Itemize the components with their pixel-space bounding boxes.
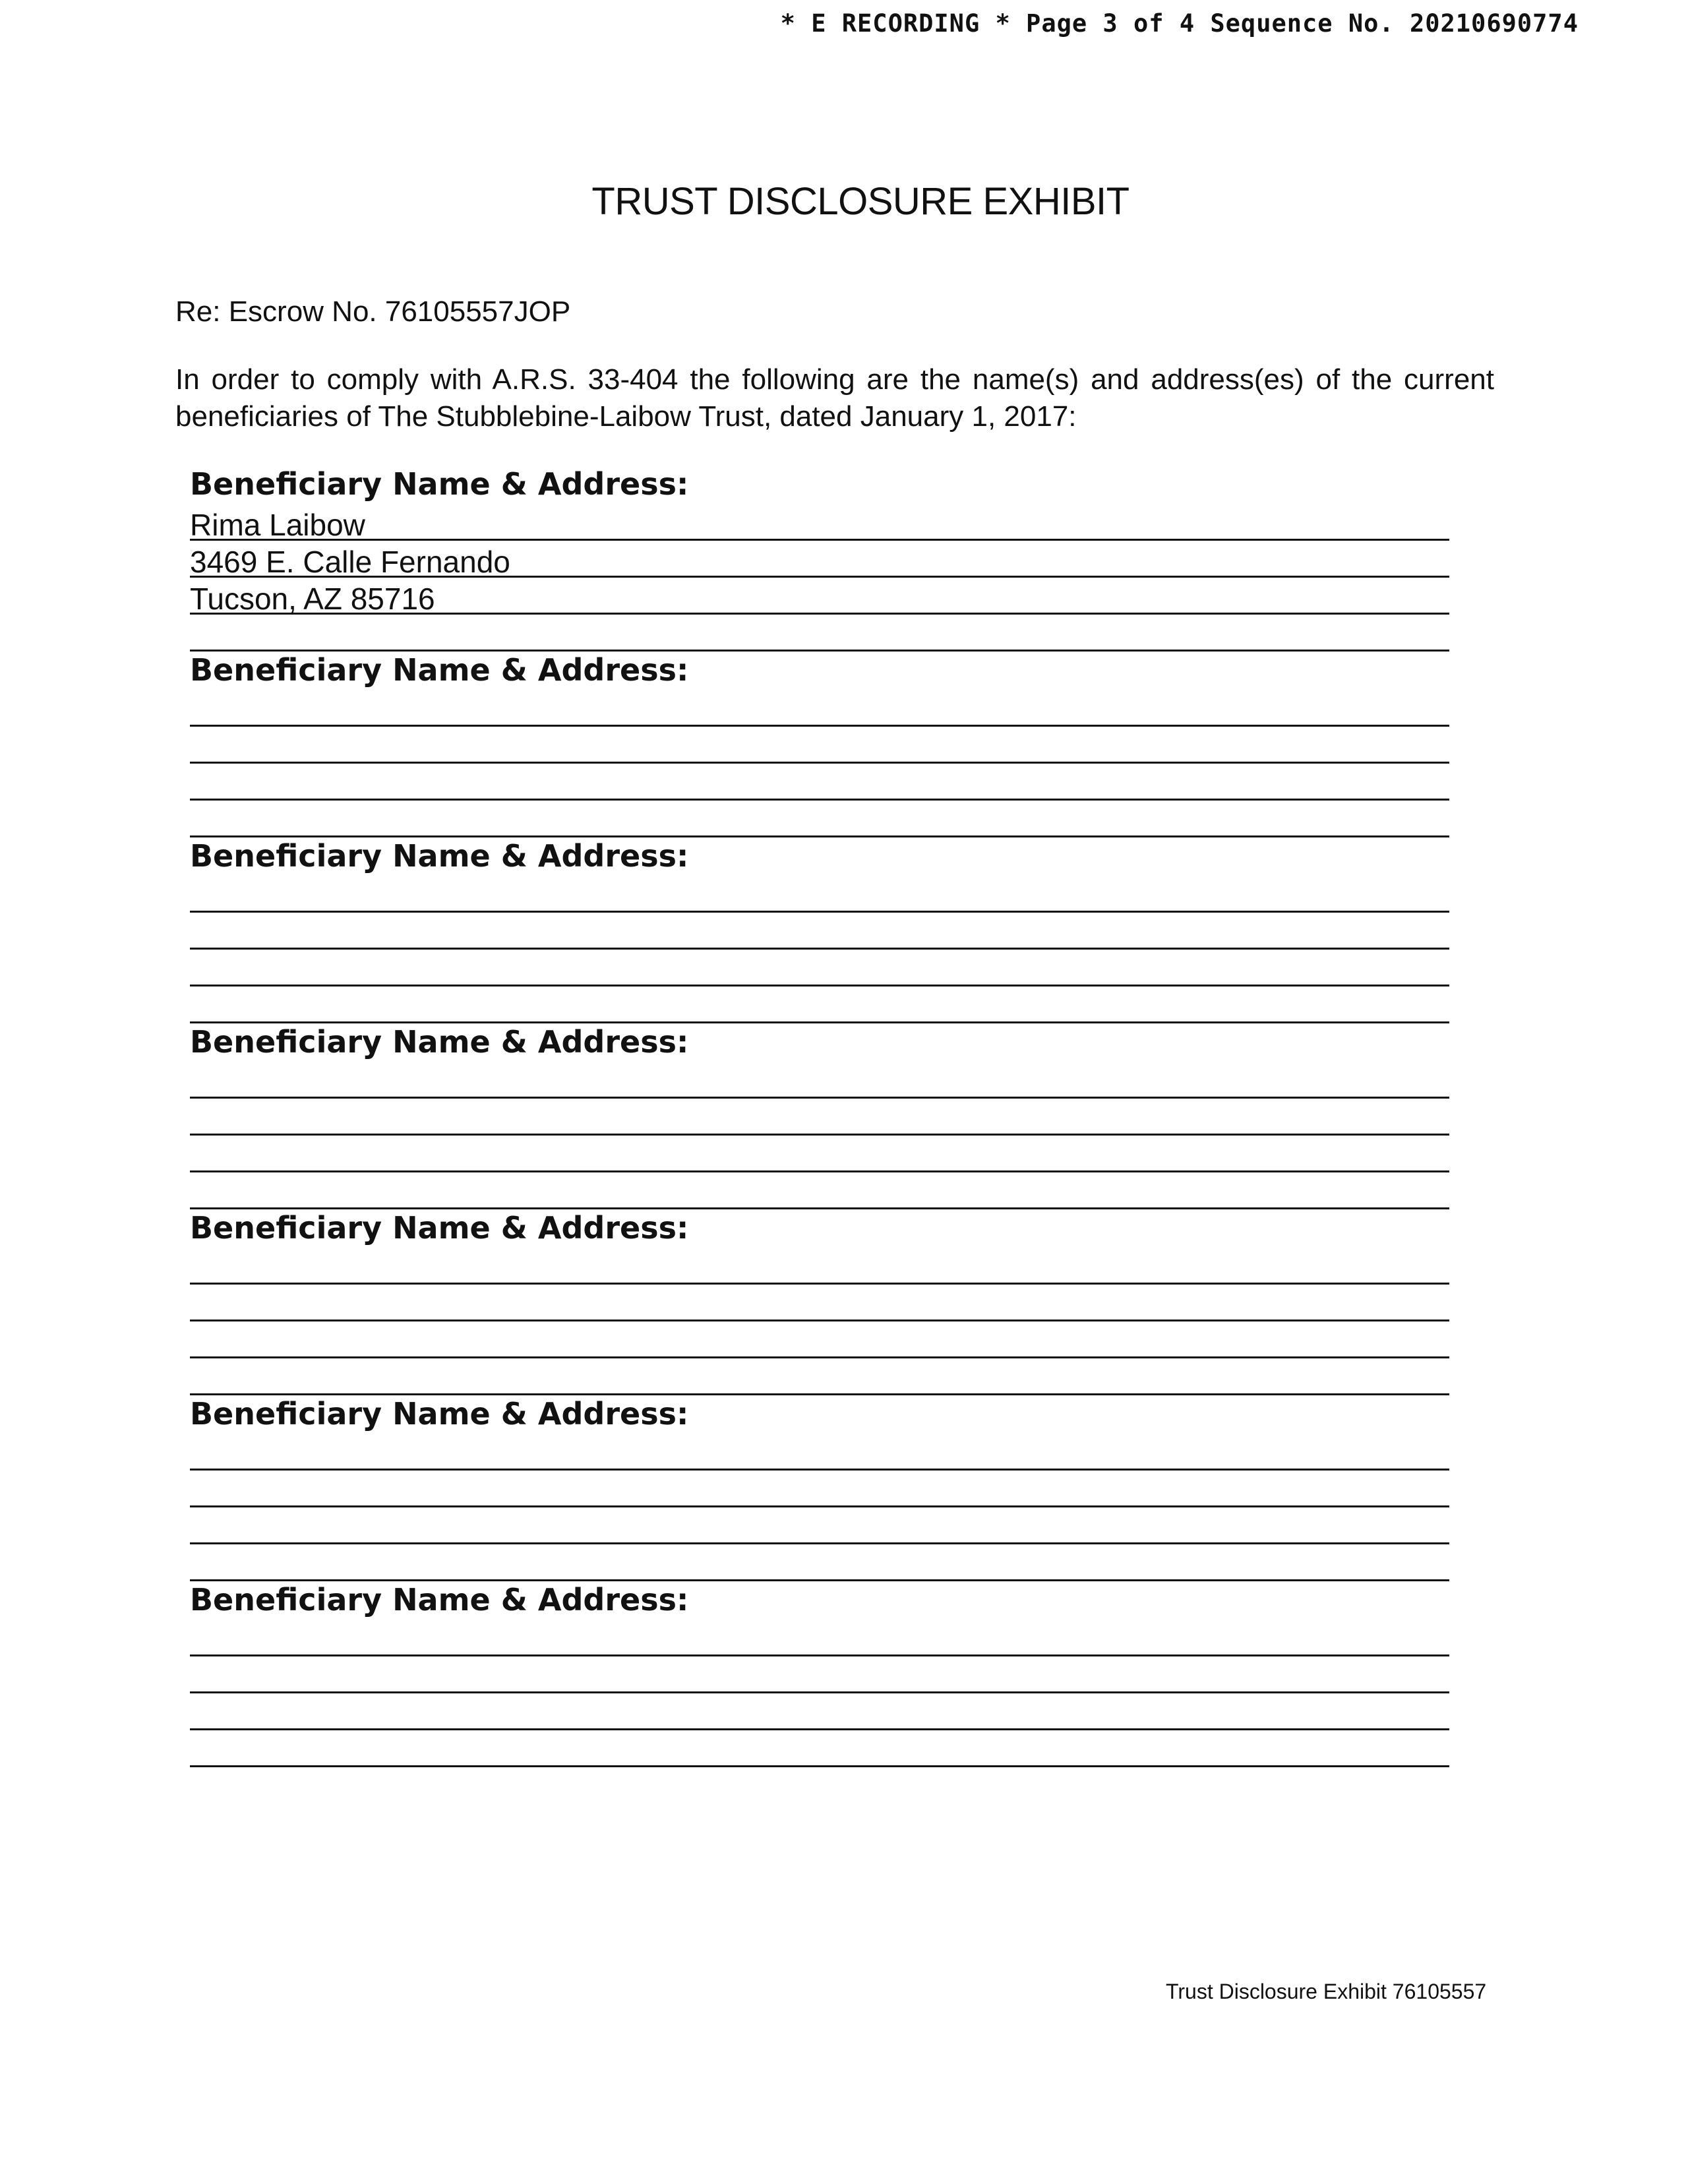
beneficiary-heading: Beneficiary Name & Address:: [190, 1210, 689, 1246]
beneficiary-section-4: [190, 1022, 1449, 1209]
beneficiary-line: [190, 1656, 1449, 1693]
beneficiary-line: [190, 1172, 1449, 1209]
beneficiary-section-5: [190, 1208, 1449, 1395]
beneficiary-line: [190, 1693, 1449, 1730]
beneficiary-line: [190, 541, 1449, 578]
beneficiary-line: [190, 986, 1449, 1023]
beneficiary-section-3: [190, 836, 1449, 1023]
beneficiary-line: [190, 1620, 1449, 1656]
beneficiary-line: [190, 764, 1449, 801]
beneficiary-line: [190, 727, 1449, 764]
beneficiary-street: 3469 E. Calle Fernando: [190, 545, 510, 579]
beneficiary-line: [190, 1730, 1449, 1767]
beneficiary-line: [190, 876, 1449, 913]
beneficiary-line: [190, 504, 1449, 541]
beneficiary-city: Tucson, AZ 85716: [190, 582, 435, 616]
beneficiary-line: [190, 1507, 1449, 1544]
beneficiary-section-7: [190, 1580, 1449, 1767]
beneficiary-line: [190, 1358, 1449, 1395]
beneficiary-heading: Beneficiary Name & Address:: [190, 652, 689, 688]
beneficiary-name: Rima Laibow: [190, 508, 365, 542]
beneficiary-line: [190, 1544, 1449, 1581]
beneficiary-heading: Beneficiary Name & Address:: [190, 1582, 689, 1618]
beneficiary-line: [190, 913, 1449, 950]
beneficiary-heading: Beneficiary Name & Address:: [190, 1024, 689, 1060]
intro-paragraph: In order to comply with A.R.S. 33-404 the following are the name(s) and address(es) of the current beneficiaries of The Stubblebine-Laibow Trust, dated January 1, 2017:: [175, 363, 1494, 433]
beneficiary-line: [190, 1285, 1449, 1321]
beneficiary-line: [190, 578, 1449, 615]
escrow-reference: Re: Escrow No. 76105557JOP: [175, 295, 571, 328]
beneficiary-heading: Beneficiary Name & Address:: [190, 1396, 689, 1432]
beneficiary-line: [190, 1062, 1449, 1099]
page-footer: Trust Disclosure Exhibit 76105557: [1166, 1980, 1487, 2003]
beneficiary-line: [190, 1434, 1449, 1471]
beneficiary-line: [190, 950, 1449, 986]
beneficiary-line: [190, 690, 1449, 727]
beneficiary-line: [190, 1099, 1449, 1136]
recording-header: * E RECORDING * Page 3 of 4 Sequence No. 20210690774: [780, 9, 1579, 38]
page-title: [0, 179, 1688, 224]
beneficiary-line: [190, 1248, 1449, 1285]
beneficiary-line: [190, 801, 1449, 837]
beneficiary-section-2: [190, 650, 1449, 837]
beneficiary-line: [190, 1136, 1449, 1172]
beneficiary-line: [190, 1471, 1449, 1507]
beneficiary-section-1: [190, 464, 1449, 652]
beneficiary-line: [190, 615, 1449, 652]
page-title-text: TRUST DISCLOSURE EXHIBIT: [591, 180, 1130, 223]
beneficiary-heading: Beneficiary Name & Address:: [190, 838, 689, 874]
beneficiary-section-6: [190, 1394, 1449, 1581]
beneficiary-line: [190, 1321, 1449, 1358]
beneficiary-heading: Beneficiary Name & Address:: [190, 466, 689, 502]
